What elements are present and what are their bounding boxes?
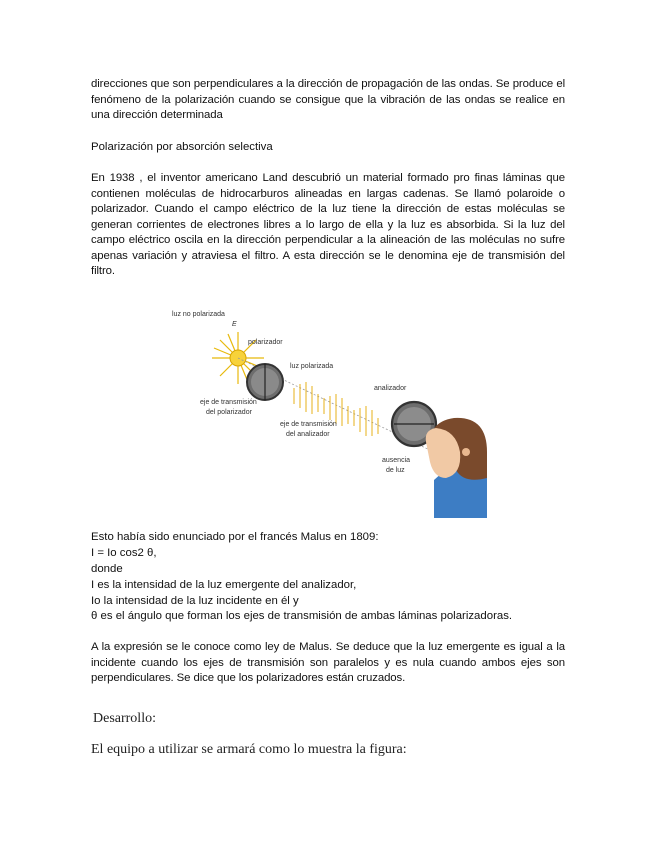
label-e-vector: E [232, 321, 237, 328]
paragraph-malus-law: A la expresión se le conoce como ley de Malus. Se deduce que la luz emergente es igual a la incidente cuando los ejes de transmisión son paralelos y es nula cuando ambos ejes son perpendiculares. Se dice que los polarizadores están cruzados. [91, 641, 565, 684]
malus-def-io: Io la intensidad de la luz incidente en él y [91, 595, 299, 607]
desarrollo-heading: Desarrollo: [93, 711, 156, 726]
polarizer-disk-icon [247, 364, 283, 400]
label-polarizer: polarizador [248, 339, 283, 346]
paragraph-land-polarizer: En 1938 , el inventor americano Land descubrió un material formado pro finas láminas que contienen moléculas de hidrocarburos alineadas en largas cadenas. Se llamó polaroide o polarizador. Cuando el campo eléctrico de la luz tiene la dirección de estas moléculas se generan corrientes de electrones libres a lo largo de ella y la luz es absorbida. Si la luz del campo eléctrico oscila en la dirección perpendicular a la alineación de las moléculas no sufre apenas variación y atraviesa el filtro. A esta dirección se le denomina eje de transmisión del filtro. [91, 172, 565, 277]
label-unpolarized-light: luz no polarizada [172, 311, 225, 318]
polarization-figure [164, 302, 487, 518]
malus-intro: Esto había sido enunciado por el francés Malus en 1809: [91, 531, 379, 543]
malus-formula: I = Io cos2 θ, [91, 547, 157, 559]
malus-def-i: I es la intensidad de la luz emergente del analizador, [91, 579, 357, 591]
label-axis-analyzer-2: del analizador [286, 431, 330, 438]
label-polarized-light: luz polarizada [290, 363, 334, 370]
equipo-sentence: El equipo a utilizar se armará como lo muestra la figura: [91, 742, 407, 757]
label-axis-analyzer-1: eje de transmisión [280, 421, 337, 428]
paragraph-polarization-intro: direcciones que son perpendiculares a la dirección de propagación de las ondas. Se produce el fenómeno de la polarización cuando se consigue que la vibración de las ondas se realice en una dirección determinada [91, 78, 565, 121]
section-heading: Polarización por absorción selectiva [91, 141, 273, 153]
label-axis-polarizer-1: eje de transmisión [200, 399, 257, 406]
label-no-light-2: de luz [386, 467, 405, 474]
malus-donde: donde [91, 563, 123, 575]
label-axis-polarizer-2: del polarizador [206, 409, 252, 416]
observer-person-icon [426, 418, 487, 518]
label-no-light-1: ausencia [382, 457, 411, 464]
malus-def-theta: θ es el ángulo que forman los ejes de transmisión de ambas láminas polarizadoras. [91, 610, 513, 622]
label-analyzer: analizador [374, 385, 407, 392]
